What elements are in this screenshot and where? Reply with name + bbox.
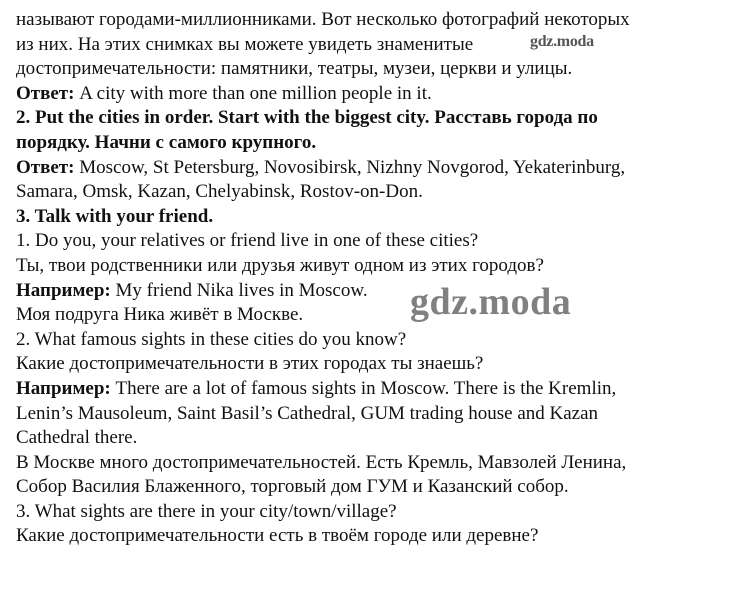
task-3-heading: 3. Talk with your friend. <box>16 205 214 227</box>
answer-line <box>16 156 721 181</box>
text-line: Какие достопримечательности есть в твоём городе или деревне? <box>16 525 539 547</box>
answer-label: Ответ: <box>16 156 75 178</box>
answer-text: A city with more than one million people in it. <box>74 82 432 104</box>
text-line: В Москве много достопримечательностей. Есть Кремль, Мавзолей Ленина, <box>16 451 627 473</box>
answer-line <box>16 82 721 107</box>
task-heading <box>16 131 721 156</box>
text-line: из них. На этих снимках вы можете увидеть знаменитые <box>16 33 474 55</box>
text-line: Cathedral there. <box>16 427 138 449</box>
text-line: называют городами-миллионниками. Вот несколько фотографий некоторых <box>16 9 630 30</box>
text-line: Моя подруга Ника живёт в Москве. <box>16 304 304 326</box>
text-line: Samara, Omsk, Kazan, Chelyabinsk, Rostov-on-Don. <box>16 181 423 203</box>
task-heading <box>16 205 721 230</box>
answer-text: Moscow, St Petersburg, Novosibirsk, Nizhny Novgorod, Yekaterinburg, <box>74 156 626 178</box>
example-line <box>16 279 721 304</box>
example-label: Например: <box>16 279 111 301</box>
text-line: достопримечательности: памятники, театры, музеи, церкви и улицы. <box>16 58 573 80</box>
task-heading <box>16 106 721 131</box>
task-2-heading: 2. Put the cities in order. Start with the biggest city. Расставь города по <box>16 107 598 129</box>
text-line: Lenin’s Mausoleum, Saint Basil’s Cathedral, GUM trading house and Kazan <box>16 402 599 424</box>
watermark-large: gdz.moda <box>410 281 572 323</box>
example-label: Например: <box>16 377 111 399</box>
text-line: Какие достопримечательности в этих городах ты знаешь? <box>16 353 484 375</box>
answer-label: Ответ: <box>16 82 75 104</box>
text-line: 2. What famous sights in these cities do you know? <box>16 328 407 350</box>
text-line: 3. What sights are there in your city/town/village? <box>16 500 397 522</box>
example-line <box>16 377 721 402</box>
text-line: Ты, твои родственники или друзья живут одном из этих городов? <box>16 254 544 276</box>
task-2-heading-cont: порядку. Начни с самого крупного. <box>16 131 317 153</box>
text-line: 1. Do you, your relatives or friend live in one of these cities? <box>16 230 479 252</box>
watermark-small: gdz.moda <box>530 33 594 50</box>
example-text: My friend Nika lives in Moscow. <box>110 279 368 301</box>
text-line: Собор Василия Блаженного, торговый дом ГУМ и Казанский собор. <box>16 476 569 498</box>
document-body <box>16 8 721 549</box>
example-text: There are a lot of famous sights in Moscow. There is the Kremlin, <box>110 377 617 399</box>
